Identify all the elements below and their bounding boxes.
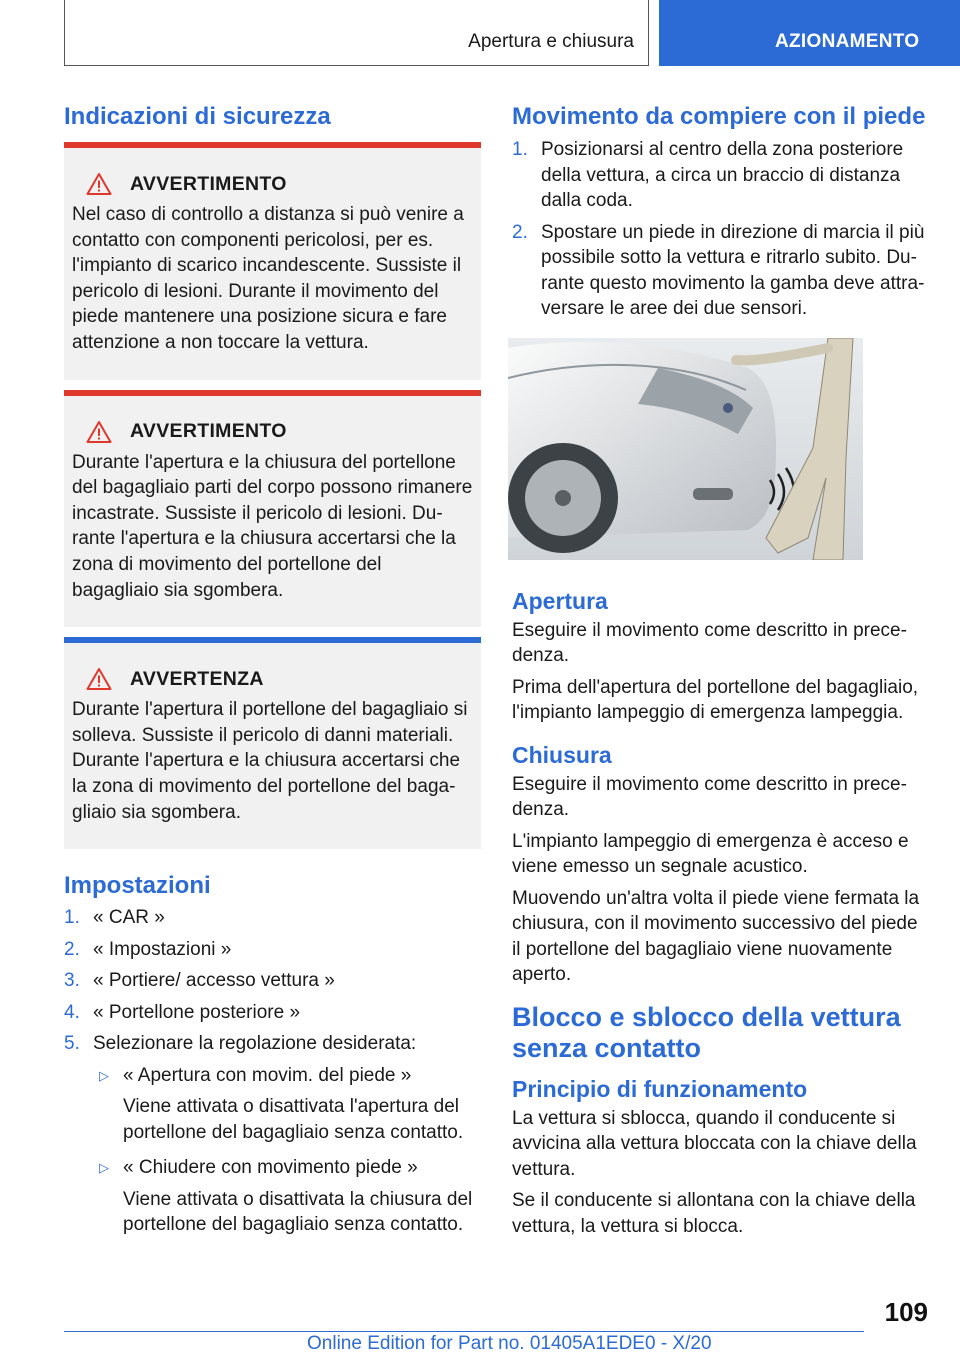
list-item: 3. « Portiere/ accesso vettura »	[64, 970, 335, 992]
warning-label: AVVERTIMENTO	[130, 172, 287, 195]
foot-movement-heading: Movimento da compiere con il piede	[512, 103, 926, 130]
notice-label: AVVERTENZA	[130, 667, 264, 690]
opening-paragraph: Prima dell'apertura del portellone del bagagliaio, l'impianto lampeggio di emergenza lampeggia.	[512, 676, 919, 723]
header-section-tab	[64, 0, 649, 66]
warning-label: AVVERTIMENTO	[130, 420, 287, 443]
right-column	[512, 100, 927, 1239]
principle-paragraph: Se il conducente si allontana con la chiave della vettura, la vettura si blocca.	[512, 1190, 916, 1237]
warning-text: Durante l'apertura e la chiusura del portellone del bagagliaio parti del corpo possono rimanere incastrate. Sussiste il pericolo di lesioni. Durante l'apertura e la chiusura accertarsi che la zona di movimento del portellone del bagagliaio sia sgombera.	[72, 451, 473, 601]
list-item: 1. Posizionarsi al centro della zona posteriore della vettura, a circa un braccio di distanza dalla coda.	[512, 139, 904, 211]
settings-steps	[64, 905, 481, 1248]
left-column	[64, 100, 481, 1248]
safety-heading: Indicazioni di sicurezza	[64, 103, 331, 130]
principle-paragraph: La vettura si sblocca, quando il conducente si avvicina alla vettura bloccata con la chiave della vettura.	[512, 1107, 917, 1180]
page-number: 109	[884, 1297, 928, 1327]
option-label: « Apertura con movim. del piede »	[123, 1064, 412, 1086]
opening-paragraph: Eseguire il movimento come descritto in precedenza.	[512, 619, 907, 666]
list-item: 4. « Portellone posteriore »	[64, 1001, 301, 1023]
option-description: Viene attivata o disattivata l'apertura del portellone del bagagliaio senza contatto.	[123, 1096, 464, 1143]
list-item: 2. « Impostazioni »	[64, 938, 232, 960]
header-section-title: Apertura e chiusura	[468, 31, 634, 52]
lock-unlock-heading: Blocco e sblocco della vettura senza contatto	[512, 1001, 901, 1063]
option-description: Viene attivata o disattivata la chiusura del portellone del bagagliaio senza contatto.	[123, 1188, 473, 1236]
foot-movement-steps	[512, 137, 927, 322]
closing-paragraph: Eseguire il movimento come descritto in precedenza.	[512, 773, 907, 820]
option-item	[93, 1155, 481, 1238]
closing-paragraph: Muovendo un'altra volta il piede viene fermata la chiusura, con il movimento successivo del piede il portellone del bagagliaio viene nuovamente aperto.	[512, 887, 920, 985]
principle-heading: Principio di funzionamento	[512, 1075, 808, 1102]
notice-text: Durante l'apertura il portellone del bagagliaio si solleva. Sussiste il pericolo di danni materiali. Durante l'apertura e la chiusura accertarsi che la zona di movimento del portellone del bagagliaio sia sgombera.	[72, 699, 468, 823]
header-chapter-title: AZIONAMENTO	[775, 31, 920, 52]
option-label: « Chiudere con movimento piede »	[123, 1157, 418, 1179]
closing-heading: Chiusura	[512, 741, 612, 768]
warning-triangle-icon	[86, 172, 112, 196]
notice-box	[64, 637, 481, 849]
footer-divider	[64, 1331, 864, 1332]
list-item: 5. Selezionare la regolazione desiderata: ▷ « Apertura con movim. del piede » Viene attivata o disattivata l'apertura del portellone del bagagliaio senza contatto. ▷ « Chiudere con movimento piede » Viene attivata o disattivata la chiusura del portellone del bagagliaio senza contatto.	[64, 1031, 481, 1248]
option-item	[93, 1063, 481, 1146]
warning-box-1	[64, 142, 481, 380]
closing-paragraph: L'impianto lampeggio di emergenza è acceso e viene emesso un segnale acustico.	[512, 830, 909, 877]
option-list	[93, 1063, 481, 1238]
warning-box-2	[64, 390, 481, 628]
triangle-bullet-icon: ▷	[99, 1160, 109, 1176]
list-item: 2. Spostare un piede in direzione di marcia il più possibile sotto la vettura e ritrarlo subito. Durante questo movimento la gamba deve attraversare le aree dei due sensori.	[512, 221, 925, 319]
car-rear-illustration	[508, 338, 863, 560]
opening-heading: Apertura	[512, 587, 608, 614]
triangle-bullet-icon: ▷	[99, 1067, 109, 1083]
warning-triangle-icon	[86, 420, 112, 444]
list-item: 1. « CAR »	[64, 907, 165, 929]
edition-footer: Online Edition for Part no. 01405A1EDE0 - X/20	[307, 1333, 712, 1354]
warning-text: Nel caso di controllo a distanza si può venire a contatto con componenti pericolosi, per es. l'impianto di scarico incandescente. Sussiste il pericolo di lesioni. Durante il movimento del piede mantenere una posizione sicura e fare attenzione a non toccare la vettura.	[72, 204, 464, 353]
warning-triangle-icon	[86, 667, 112, 691]
header-chapter-tab	[659, 0, 960, 66]
settings-heading: Impostazioni	[64, 872, 211, 900]
foot-gesture-illustration	[508, 338, 863, 560]
